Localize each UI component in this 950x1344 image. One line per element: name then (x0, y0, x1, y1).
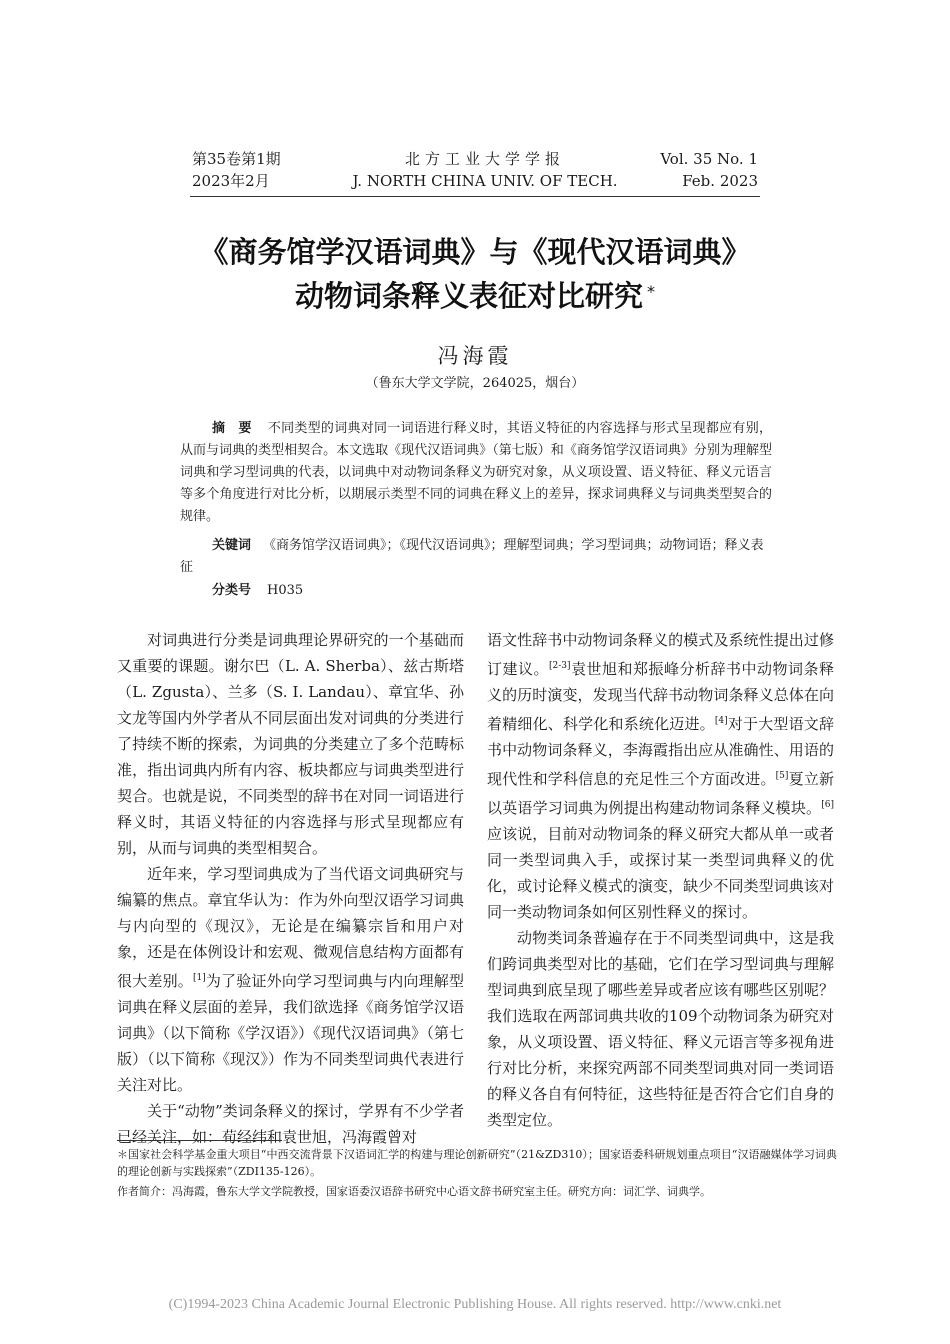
footnote-funding: ＊国家社会科学基金重大项目“中西交流背景下汉语词汇学的构建与理论创新研究”（21&ZD310）；国家语委科研规划重点项目“汉语融媒体学习词典的理论创新与实践探索”（ZDI135-126）。 (117, 1148, 837, 1178)
paragraph: 对词典进行分类是词典理论界研究的一个基础而又重要的课题。谢尔巴（L. A. Sherba）、兹古斯塔（L. Zgusta）、兰多（S. I. Landau）、章宜华、孙文龙等国内外学者从不同层面出发对词典的分类进行了持续不断的探索，为词典的分类建立了多个范畴标准，指出词典内所有内容、板块都应与词典类型进行契合。也就是说，不同类型的辞书在对同一词语进行释义时，其语义特征的内容选择与形式呈现都应有别，从而与词典的类型相契合。 (117, 631, 464, 857)
date-en: Feb. 2023 (682, 172, 758, 190)
journal-name-en: J. NORTH CHINA UNIV. OF TECH. (352, 172, 618, 190)
citation: [5] (775, 771, 789, 781)
author-name: 冯海霞 (437, 344, 513, 368)
classification-code: H035 (267, 583, 304, 598)
title-line-1: 《商务馆学汉语词典》与《现代汉语词典》 (199, 235, 751, 269)
paper-title (100, 230, 850, 318)
classification-label: 分类号 (212, 583, 252, 598)
footnote-author-bio: 作者简介：冯海霞，鲁东大学文学院教授，国家语委汉语辞书研究中心语文辞书研究室主任。研究方向：词汇学、词典学。 (117, 1185, 711, 1198)
author-affiliation: （鲁东大学文学院，264025，烟台） (365, 376, 585, 391)
citation: [6] (821, 800, 834, 810)
title-line-2: 动物词条释义表征对比研究 * (294, 279, 655, 313)
classification (180, 580, 772, 602)
title-footnote-marker: * (647, 282, 655, 301)
citation: [1] (192, 973, 206, 983)
journal-name-cn: 北方工业大学学报 (404, 150, 565, 168)
paragraph: 语文性辞书中动物词条释义的模式及系统性提出过修订建议。[2-3]袁世旭和郑振峰分析辞书中动物词条释义的历时演变，发现当代辞书动物词条释义总体在向着精细化、科学化和系统化迈进。[4]对于大型语文辞书中动物词条释义，李海霞指出应从准确性、用语的现代性和学科信息的充足性三个方面改进。[5]夏立新以英语学习词典为例提出构建动物词条释义模块。[6]应该说，目前对动物词条的释义研究大都从单一或者同一类型词典入手，或探讨某一类型词典释义的优化，或讨论释义模式的演变，缺少不同类型词典该对同一类动物词条如何区别性释义的探讨。 (487, 631, 834, 921)
paragraph: 近年来，学习型词典成为了当代语文词典研究与编纂的焦点。章宜华认为：作为外向型汉语学习词典与内向型的《现汉》，无论是在编纂宗旨和用户对象，还是在体例设计和宏观、微观信息结构方面都有很大差别。[1]为了验证外向学习型词典与内向理解型词典在释义层面的差异，我们欲选择《商务馆学汉语词典》（以下简称《学汉语》）《现代汉语词典》（第七版）（以下简称《现汉》）作为不同类型词典代表进行关注对比。 (117, 865, 464, 1094)
body-column-right (487, 627, 834, 1133)
keywords-label: 关键词 (212, 538, 252, 553)
abstract (180, 418, 772, 528)
header-left (192, 148, 281, 192)
header-journal (350, 148, 620, 192)
copyright-notice: (C)1994-2023 China Academic Journal Electronic Publishing House. All rights reserved. http://www.cnki.net (168, 1297, 782, 1312)
header-rule (190, 196, 760, 197)
body-column-left (117, 627, 464, 1150)
date-cn: 2023年2月 (192, 172, 270, 190)
keywords-text: 《商务馆学汉语词典》；《现代汉语词典》；理解型词典；学习型词典；动物词语；释义表征 (180, 538, 764, 575)
abstract-text: 不同类型的词典对同一词语进行释义时，其语义特征的内容选择与形式呈现都应有别，从而与词典的类型相契合。本文选取《现代汉语词典》（第七版）和《商务馆学汉语词典》分别为理解型词典和学习型词典的代表，以词典中对动物词条释义为研究对象，从义项设置、语义特征、释义元语言等多个角度进行对比分析，以期展示类型不同的词典在释义上的差异，探求词典释义与词典类型契合的规律。 (180, 421, 772, 524)
volume-cn: 第35卷第1期 (192, 150, 281, 168)
paragraph: 关于“动物”类词条释义的探讨，学界有不少学者已经关注，如：荀经纬和袁世旭，冯海霞曾对 (117, 1102, 464, 1146)
citation: [2-3] (549, 661, 571, 671)
paragraph: 动物类词条普遍存在于不同类型词典中，这是我们跨词典类型对比的基础，它们在学习型词典与理解型词典到底呈现了哪些差异或者应该有哪些区别呢？我们选取在两部词典共收的109个动物词条为研究对象，从义项设置、语义特征、释义元语言等多视角进行对比分析，来探究两部不同类型词典对同一类词语的释义各自有何特征，这些特征是否符合它们自身的类型定位。 (487, 929, 834, 1129)
header-right (620, 148, 758, 192)
citation: [4] (714, 716, 728, 726)
abstract-label: 摘 要 (212, 421, 252, 436)
volume-en: Vol. 35 No. 1 (660, 150, 758, 168)
keywords (180, 535, 772, 579)
footnote-rule (117, 1140, 282, 1141)
